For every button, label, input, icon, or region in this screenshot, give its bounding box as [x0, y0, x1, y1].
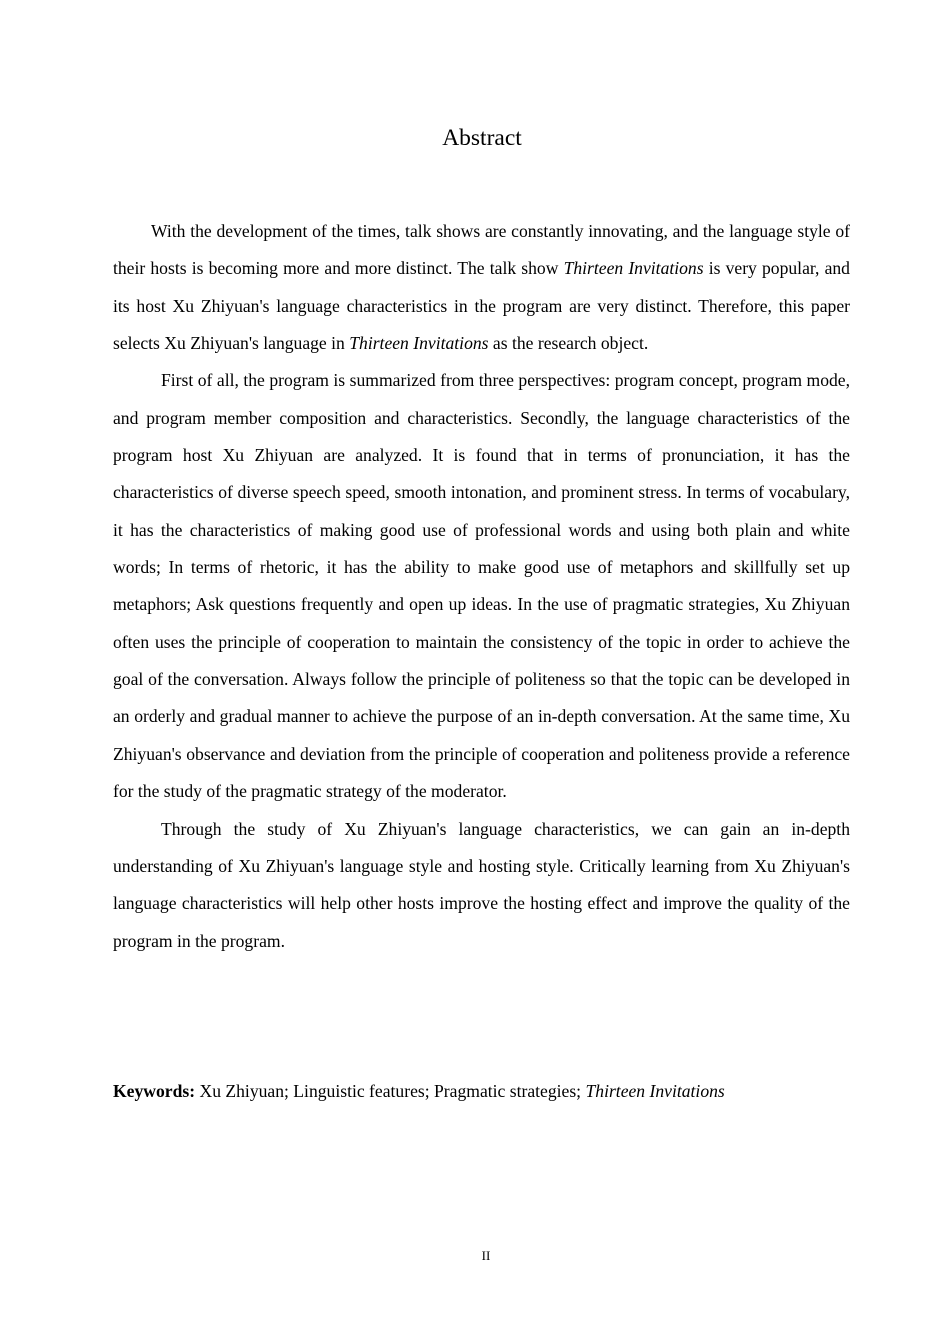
paragraph-1-text-a: With the development of the times, talk shows are constantly innovating, and the language style of their hosts is becoming more and more distinct. The talk show — [113, 221, 850, 279]
abstract-paragraph-2: First of all, the program is summarized from three perspectives: program concept, program mode, and program member composition and characteristics. Secondly, the language characteristics of the program host Xu Zhiyuan are analyzed. It is found that in terms of pronunciation, it has the characteristics of diverse speech speed, smooth intonation, and prominent stress. In terms of vocabulary, it has the characteristics of making good use of professional words and using both plain and white words; In terms of rhetoric, it has the ability to make good use of metaphors and skillfully set up metaphors; Ask questions frequently and open up ideas. In the use of pragmatic strategies, Xu Zhiyuan often uses the principle of cooperation to maintain the consistency of the topic in order to achieve the goal of the conversation. Always follow the principle of politeness so that the topic can be developed in an orderly and gradual manner to achieve the purpose of an in-depth conversation. At the same time, Xu Zhiyuan's observance and deviation from the principle of cooperation and politeness provide a reference for the study of the pragmatic strategy of the moderator. — [113, 370, 850, 802]
program-title-italic: Thirteen Invitations — [349, 333, 489, 354]
program-title-italic: Thirteen Invitations — [563, 258, 704, 279]
abstract-paragraph-1 — [113, 213, 850, 362]
keywords-label: Keywords: — [113, 1081, 196, 1101]
keywords-line — [113, 1073, 850, 1110]
abstract-paragraph-3: Through the study of Xu Zhiyuan's language characteristics, we can gain an in-depth understanding of Xu Zhiyuan's language style and hosting style. Critically learning from Xu Zhiyuan's language characteristics will help other hosts improve the hosting effect and improve the quality of the program in the program. — [113, 818, 850, 951]
abstract-title: Abstract — [442, 125, 522, 151]
paragraph-1-text-c: as the research object. — [488, 333, 649, 354]
keywords-text: Xu Zhiyuan; Linguistic features; Pragmatic strategies; — [195, 1081, 586, 1101]
page-number: II — [481, 1248, 491, 1263]
paragraph-1-text-b: is very popular, and its host Xu Zhiyuan's language characteristics in the program are very distinct. Therefore, this paper selects Xu Zhiyuan's language in — [113, 258, 850, 354]
keywords-program-title: Thirteen Invitations — [585, 1081, 725, 1101]
abstract-body — [113, 213, 850, 960]
